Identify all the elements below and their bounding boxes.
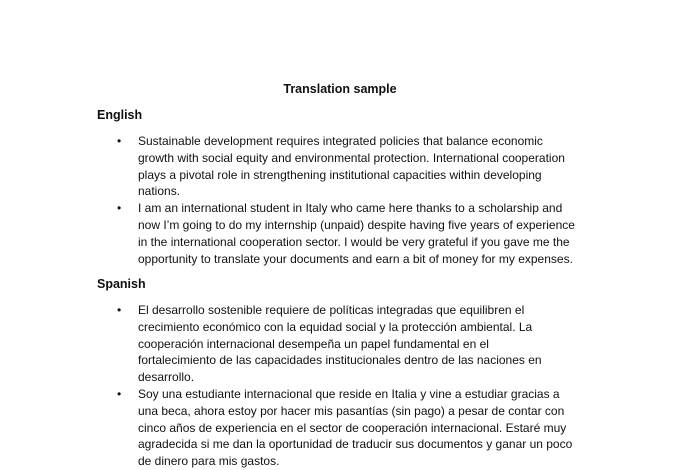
bullet-icon: • — [117, 303, 122, 317]
list-item-text: I am an international student in Italy who came here thanks to a scholarship and now I’m going to do my internship (unpaid) despite having five years of experience in the international cooperation sector. I would be very grateful if you gave me the opportunity to translate your documents and earn a bit of money for my expenses. — [138, 201, 575, 266]
list-item — [0, 200, 680, 267]
bullet-icon: • — [117, 386, 122, 401]
list-item — [0, 386, 680, 470]
list-item — [0, 133, 680, 200]
list-item-text: El desarrollo sostenible requiere de políticas integradas que equilibren el crecimiento económico con la equidad social y la protección ambiental. La cooperación internacional desempeña un papel fundamental en el fortalecimiento de las capacidades institucionales dentro de las naciones en desarrollo. — [138, 303, 542, 385]
list-item-text: Soy una estudiante internacional que reside en Italia y vine a estudiar gracias a una beca, ahora estoy por hacer mis pasantías (sin pago) a pesar de contar con cinco años de experiencia en el sector de cooperación internacional. Estaré muy agradecida si me dan la oportunidad de traducir sus documentos y ganar un poco de dinero para mis gastos. — [138, 386, 573, 469]
section-heading-english: English — [97, 108, 143, 122]
bullet-icon: • — [117, 134, 122, 148]
english-bullet-list — [0, 133, 680, 267]
section-heading-spanish: Spanish — [97, 277, 146, 291]
list-item-text: Sustainable development requires integrated policies that balance economic growth with social equity and environmental protection. International cooperation plays a pivotal role in strengthening institutional capacities within developing nations. — [138, 134, 565, 199]
bullet-icon: • — [117, 201, 122, 216]
spanish-bullet-list — [0, 302, 680, 470]
document-title: Translation sample — [283, 82, 397, 96]
list-item — [0, 302, 680, 386]
